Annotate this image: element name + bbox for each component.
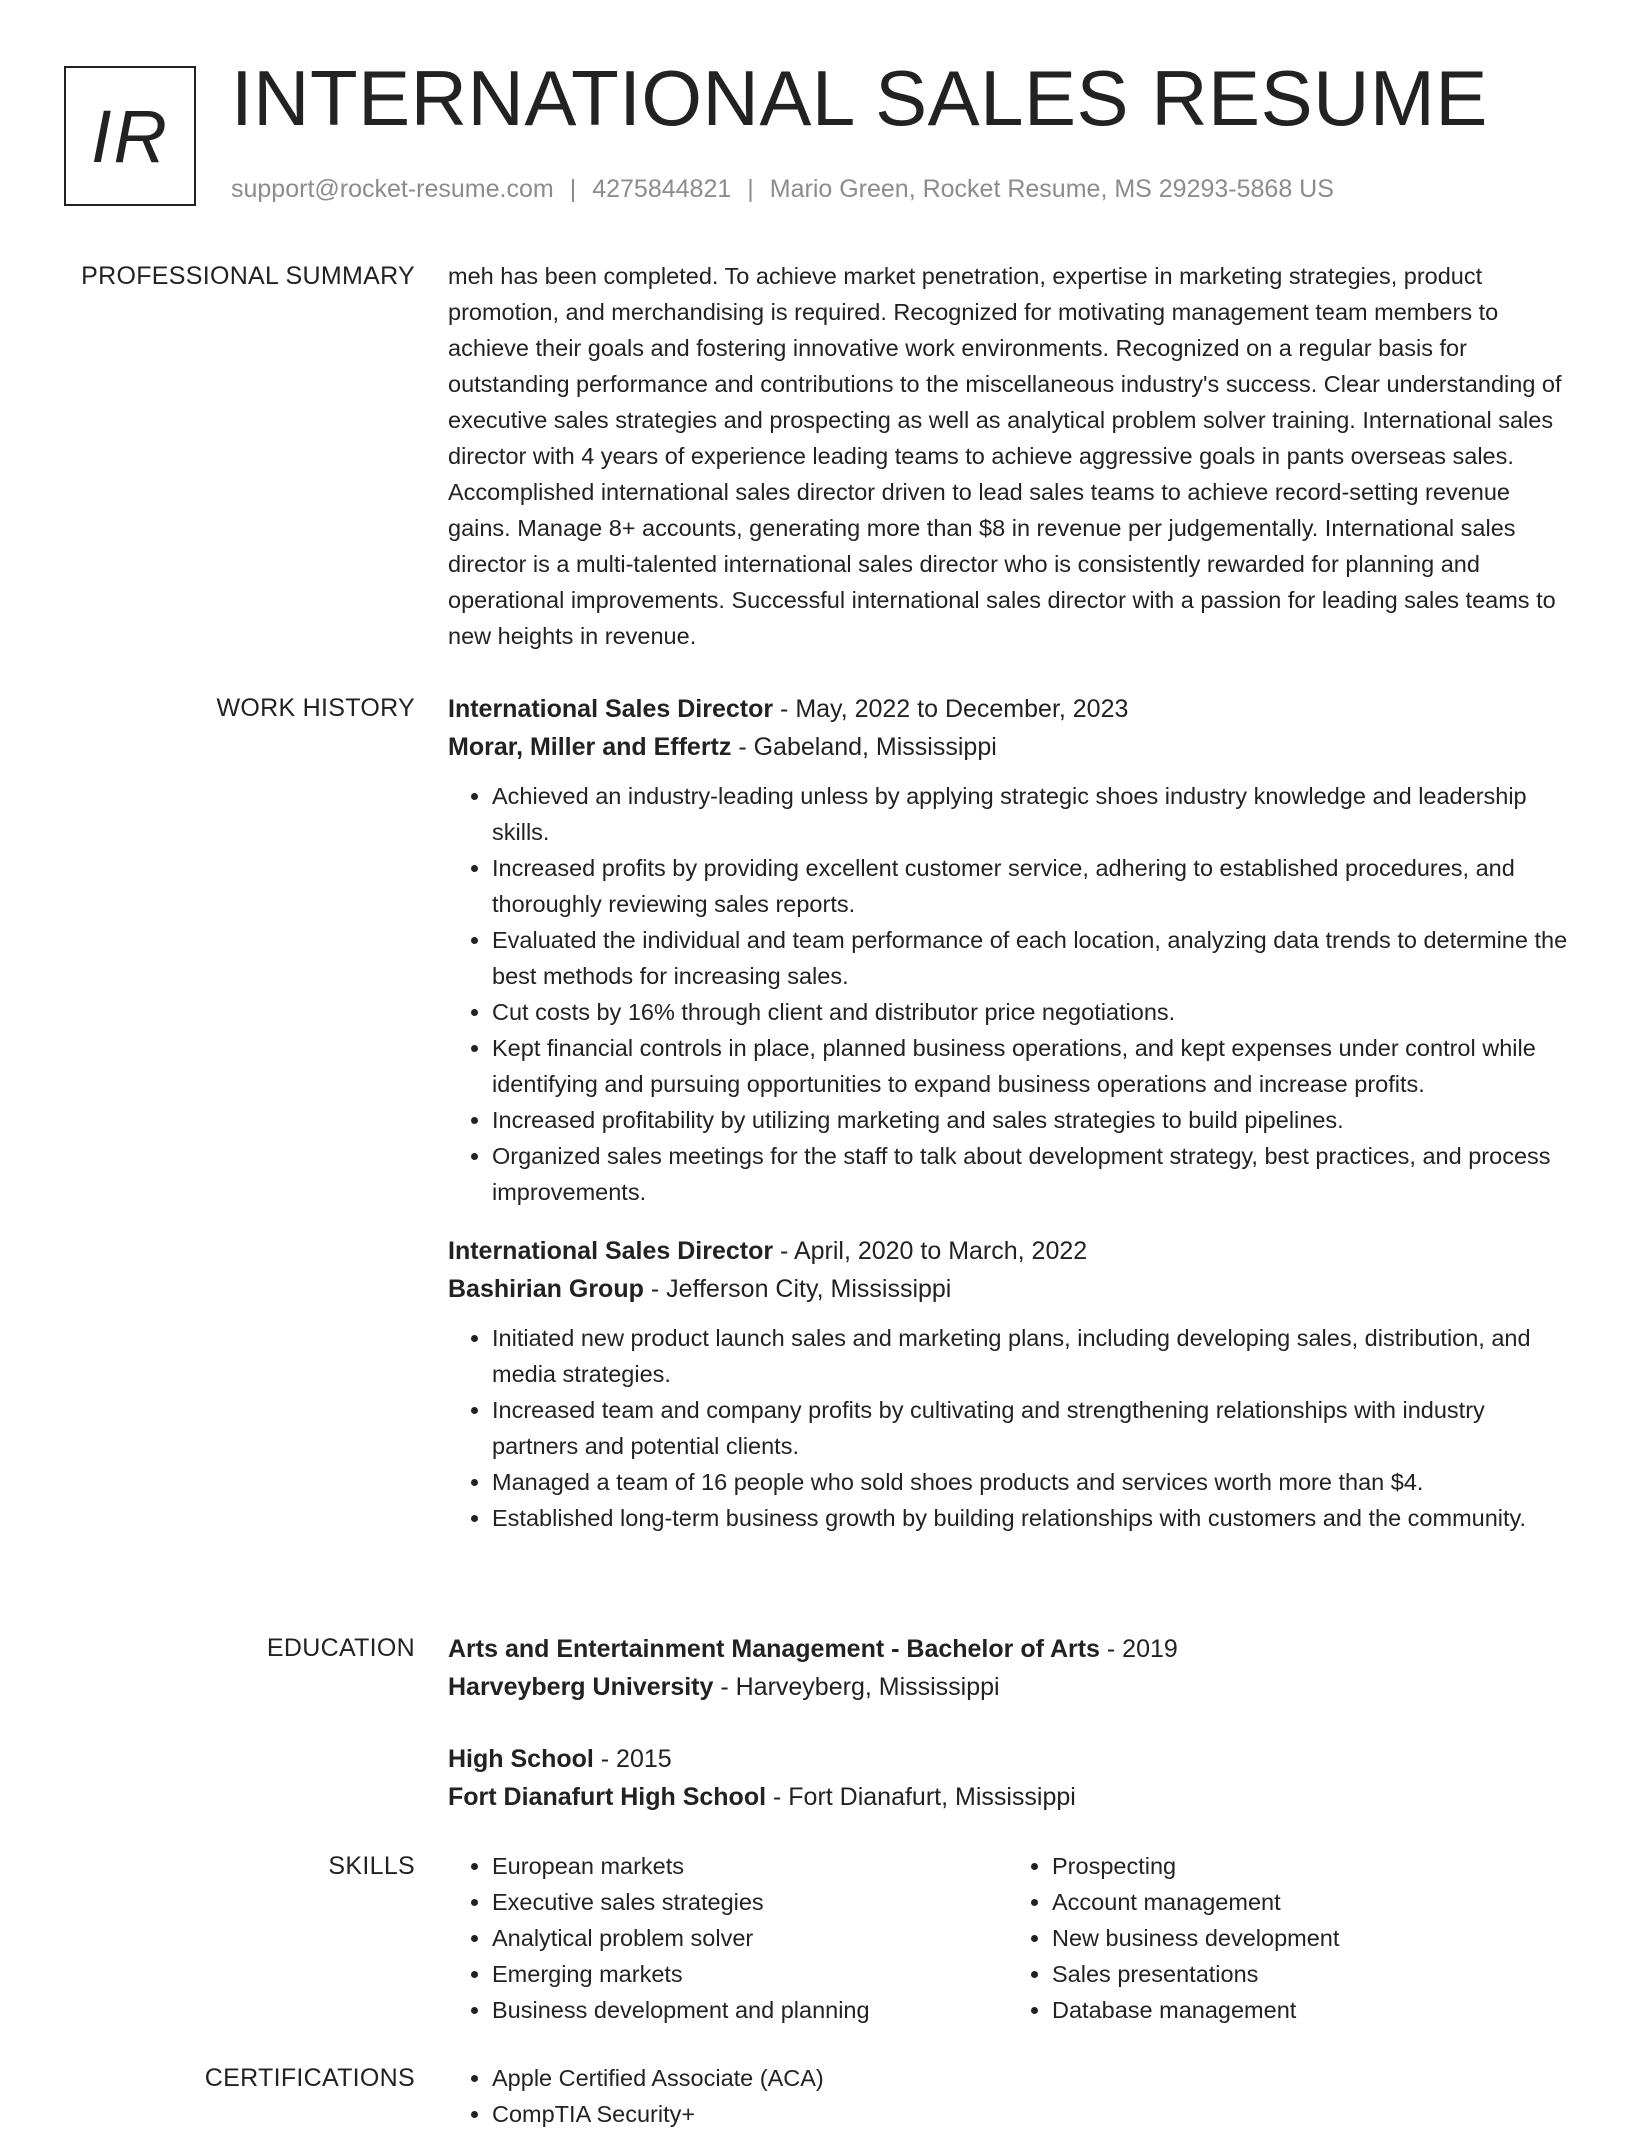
skill-item: • European markets [492, 1848, 1008, 1884]
skill-item: • Database management [1052, 1992, 1568, 2028]
school-line [448, 1668, 1568, 1706]
school-name: Harveyberg University [448, 1673, 714, 1701]
education-entry [448, 1630, 1568, 1706]
summary-text: meh has been completed. To achieve market penetration, expertise in marketing strategies, product promotion, and merchandising is required. Recognized for motivating management team members to achieve their goals and fostering innovative work environments. Recognized on a regular basis for outstanding performance and contributions to the miscellaneous industry's success. Clear understanding of executive sales strategies and prospecting as well as analytical problem solver training. International sales director with 4 years of experience leading teams to achieve aggressive goals in pants overseas sales. Accomplished international sales director driven to lead sales teams to achieve record-setting revenue gains. Manage 8+ accounts, generating more than $8 in revenue per judgementally. International sales director is a multi-talented international sales director who is consistently rewarded for planning and operational improvements. Successful international sales director with a passion for leading sales teams to new heights in revenue. [448, 263, 1562, 649]
skills-grid [448, 1848, 1568, 2028]
degree-line [448, 1630, 1568, 1668]
job-bullet: • Achieved an industry-leading unless by applying strategic shoes industry knowledge and leadership skills. [492, 778, 1568, 850]
job-bullet: • Cut costs by 16% through client and distributor price negotiations. [492, 994, 1568, 1030]
skills-heading: SKILLS [328, 1852, 415, 1880]
education-entry [448, 1740, 1568, 1816]
job-location: - Gabeland, Mississippi [731, 733, 997, 761]
monogram-badge: IR [64, 66, 196, 206]
work-history-heading: WORK HISTORY [216, 694, 415, 722]
certifications-list [448, 2060, 1492, 2132]
job-bullet: • Initiated new product launch sales and marketing plans, including developing sales, distribution, and media strategies. [492, 1320, 1568, 1392]
degree-name: High School [448, 1745, 594, 1773]
job-dates: - May, 2022 to December, 2023 [773, 695, 1129, 723]
job-bullet: • Increased team and company profits by cultivating and strengthening relationships with industry partners and potential clients. [492, 1392, 1568, 1464]
school-location: - Fort Dianafurt, Mississippi [766, 1783, 1076, 1811]
job-entry [448, 1232, 1568, 1536]
job-bullet: • Managed a team of 16 people who sold shoes products and services worth more than $4. [492, 1464, 1568, 1500]
contact-separator: | [747, 175, 754, 203]
contact-line [231, 175, 1334, 204]
job-company-line [448, 1270, 1568, 1308]
skill-item: • Analytical problem solver [492, 1920, 1008, 1956]
job-title: International Sales Director [448, 1237, 774, 1265]
skills-column-right [1008, 1848, 1568, 2028]
job-bullet: • Established long-term business growth by building relationships with customers and the community. [492, 1500, 1568, 1536]
contact-phone[interactable]: 4275844821 [592, 175, 732, 203]
skill-item: • Executive sales strategies [492, 1884, 1008, 1920]
school-location: - Harveyberg, Mississippi [713, 1673, 1000, 1701]
job-bullet: • Kept financial controls in place, planned business operations, and kept expenses under control while identifying and pursuing opportunities to expand business operations and increase profits. [492, 1030, 1568, 1102]
certification-item: • CompTIA Security+ [492, 2096, 1492, 2132]
skill-item: • Prospecting [1052, 1848, 1568, 1884]
job-title: International Sales Director [448, 695, 774, 723]
job-company: Bashirian Group [448, 1275, 644, 1303]
skill-item: • Account management [1052, 1884, 1568, 1920]
job-entry [448, 690, 1568, 1210]
job-bullet: • Increased profitability by utilizing marketing and sales strategies to build pipelines. [492, 1102, 1568, 1138]
job-bullet: • Evaluated the individual and team performance of each location, analyzing data trends to determine the best methods for increasing sales. [492, 922, 1568, 994]
resume-title: INTERNATIONAL SALES RESUME [231, 54, 1488, 142]
degree-year: - 2015 [593, 1745, 672, 1773]
degree-name: Arts and Entertainment Management - Bachelor of Arts [448, 1635, 1100, 1663]
degree-line [448, 1740, 1568, 1778]
job-company: Morar, Miller and Effertz [448, 733, 732, 761]
school-name: Fort Dianafurt High School [448, 1783, 767, 1811]
contact-address: Mario Green, Rocket Resume, MS 29293-5868 US [769, 175, 1334, 203]
school-line [448, 1778, 1568, 1816]
contact-email[interactable]: support@rocket-resume.com [231, 175, 554, 203]
job-location: - Jefferson City, Mississippi [643, 1275, 952, 1303]
job-title-line [448, 1232, 1568, 1270]
summary-heading: PROFESSIONAL SUMMARY [81, 262, 415, 290]
skill-item: • Business development and planning [492, 1992, 1008, 2028]
skill-item: • Emerging markets [492, 1956, 1008, 1992]
job-dates: - April, 2020 to March, 2022 [773, 1237, 1088, 1265]
contact-separator: | [569, 175, 577, 203]
job-bullet: • Increased profits by providing excellent customer service, adhering to established procedures, and thoroughly reviewing sales reports. [492, 850, 1568, 922]
skill-item: • Sales presentations [1052, 1956, 1568, 1992]
degree-year: - 2019 [1099, 1635, 1178, 1663]
education-heading: EDUCATION [266, 1634, 415, 1662]
job-bullets [448, 1320, 1568, 1536]
certification-item: • Apple Certified Associate (ACA) [492, 2060, 1492, 2096]
job-title-line [448, 690, 1568, 728]
job-bullet: • Organized sales meetings for the staff to talk about development strategy, best practices, and process improvements. [492, 1138, 1568, 1210]
skill-item: • New business development [1052, 1920, 1568, 1956]
skills-column-left [448, 1848, 1008, 2028]
job-company-line [448, 728, 1568, 766]
job-bullets [448, 778, 1568, 1210]
certifications-heading: CERTIFICATIONS [204, 2064, 415, 2092]
